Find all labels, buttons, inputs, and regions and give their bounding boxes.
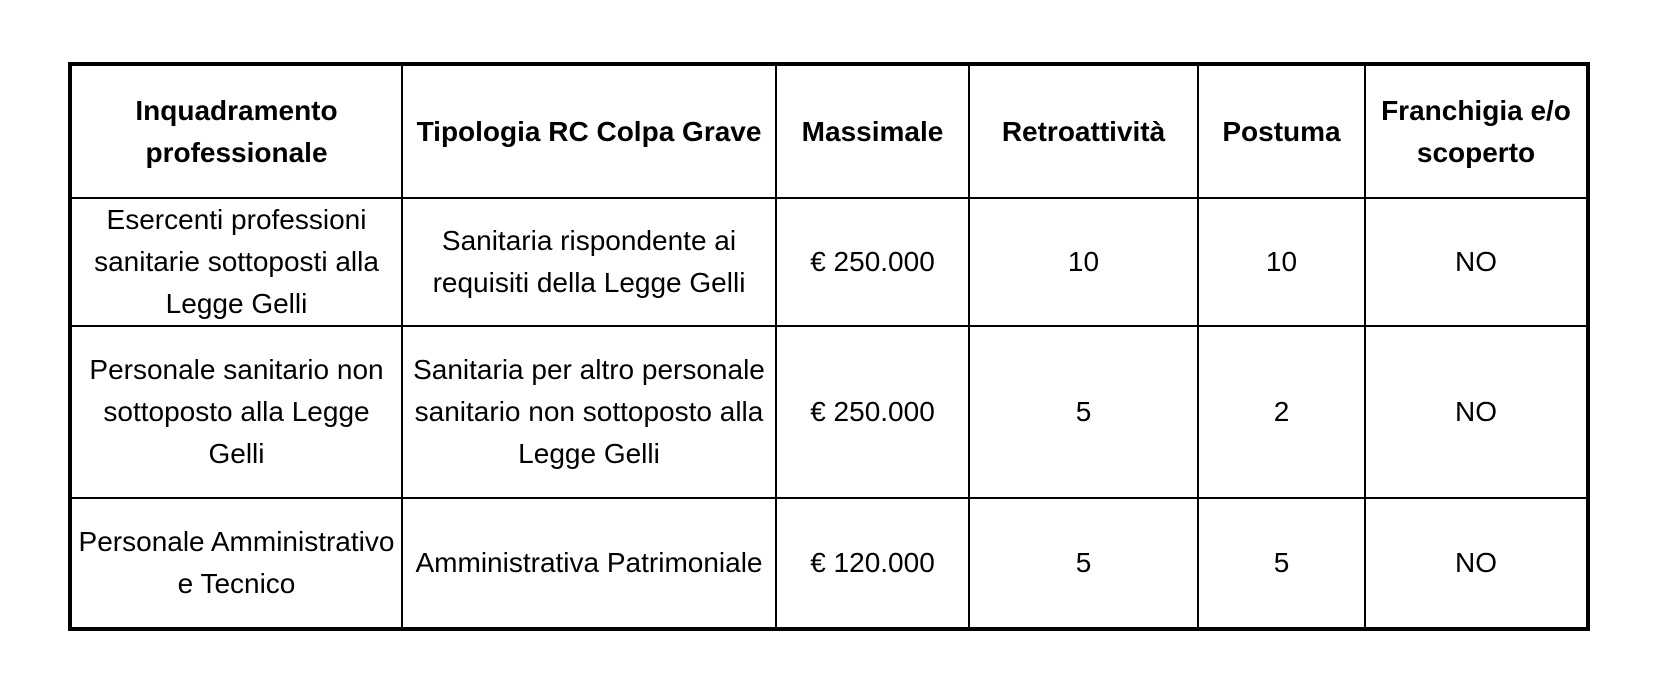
cell-retroattivita: 5 [969,498,1198,629]
cell-franchigia: NO [1365,198,1588,326]
cell-inquadramento: Esercenti professioni sanitarie sottoposti alla Legge Gelli [70,198,402,326]
cell-tipologia: Sanitaria per altro personale sanitario non sottoposto alla Legge Gelli [402,326,776,498]
table-row [70,326,1588,498]
table-row [70,198,1588,326]
cell-tipologia: Sanitaria rispondente ai requisiti della Legge Gelli [402,198,776,326]
table-header-row [70,64,1588,198]
cell-massimale: € 250.000 [776,198,969,326]
header-postuma: Postuma [1198,64,1365,198]
table-row [70,498,1588,629]
cell-retroattivita: 10 [969,198,1198,326]
cell-massimale: € 250.000 [776,326,969,498]
insurance-coverage-table [68,62,1590,631]
header-massimale: Massimale [776,64,969,198]
cell-postuma: 10 [1198,198,1365,326]
cell-retroattivita: 5 [969,326,1198,498]
cell-tipologia: Amministrativa Patrimoniale [402,498,776,629]
header-inquadramento: Inquadramento professionale [70,64,402,198]
cell-franchigia: NO [1365,498,1588,629]
header-franchigia: Franchigia e/o scoperto [1365,64,1588,198]
cell-postuma: 2 [1198,326,1365,498]
cell-inquadramento: Personale sanitario non sottoposto alla Legge Gelli [70,326,402,498]
cell-inquadramento: Personale Amministrativo e Tecnico [70,498,402,629]
insurance-table-container [68,62,1590,631]
cell-postuma: 5 [1198,498,1365,629]
cell-massimale: € 120.000 [776,498,969,629]
header-retroattivita: Retroattività [969,64,1198,198]
cell-franchigia: NO [1365,326,1588,498]
header-tipologia: Tipologia RC Colpa Grave [402,64,776,198]
